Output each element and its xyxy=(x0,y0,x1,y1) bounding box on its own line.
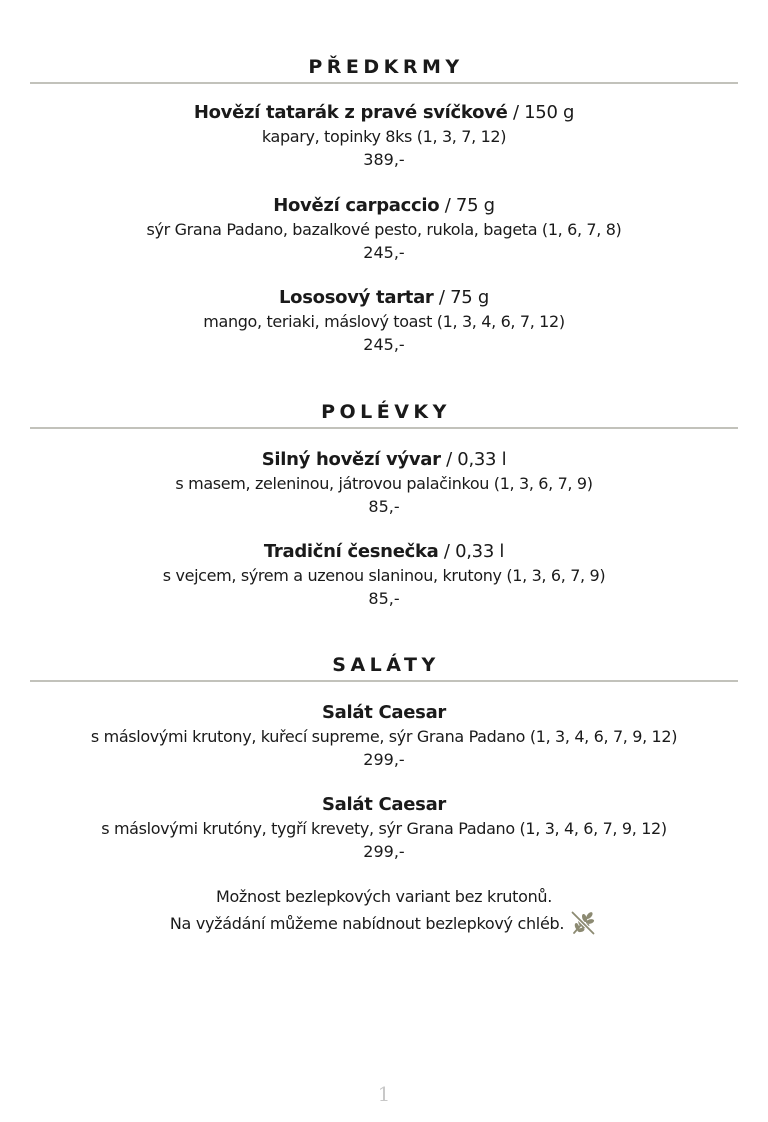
dish-description: s máslovými krutóny, tygří krevety, sýr Grana Padano (1, 3, 4, 6, 7, 9, 12) xyxy=(101,819,667,838)
dish-name: Salát Caesar xyxy=(322,794,446,815)
dish-portion: / 150 g xyxy=(507,102,575,123)
section-polevky xyxy=(30,399,738,610)
dish-name: Tradiční česnečka xyxy=(263,541,439,562)
dish-price: 245,- xyxy=(363,243,405,262)
menu-item xyxy=(30,448,738,518)
dish-price: 389,- xyxy=(363,150,405,169)
dish-price: 85,- xyxy=(368,589,400,608)
dish-price: 299,- xyxy=(363,750,405,769)
menu-item xyxy=(30,701,738,771)
gluten-free-note xyxy=(30,885,738,938)
dish-description: s máslovými krutony, kuřecí supreme, sýr Grana Padano (1, 3, 4, 6, 7, 9, 12) xyxy=(90,727,678,746)
section-title: PŘEDKRMY xyxy=(308,56,464,78)
menu-item xyxy=(30,540,738,610)
dish-name: Salát Caesar xyxy=(322,702,446,723)
note-line-2: Na vyžádání můžeme nabídnout bezlepkový chléb. xyxy=(169,914,565,933)
gluten-free-wheat-icon-svg xyxy=(568,908,598,938)
dish-name: Hovězí carpaccio xyxy=(273,195,440,216)
dish-price: 299,- xyxy=(363,842,405,861)
dish-description: kapary, topinky 8ks (1, 3, 7, 12) xyxy=(261,127,507,146)
gluten-free-wheat-icon xyxy=(568,908,598,938)
note-line-1: Možnost bezlepkových variant bez krutonů. xyxy=(215,887,553,906)
section-salaty xyxy=(30,652,738,863)
dish-description: s masem, zeleninou, játrovou palačinkou (1, 3, 6, 7, 9) xyxy=(175,474,593,493)
menu-item xyxy=(30,286,738,356)
dish-portion: / 0,33 l xyxy=(438,541,505,562)
page-number: 1 xyxy=(377,1082,391,1106)
section-divider xyxy=(30,427,738,429)
menu-item xyxy=(30,793,738,863)
dish-description: mango, teriaki, máslový toast (1, 3, 4, 6, 7, 12) xyxy=(203,312,565,331)
dish-portion: / 0,33 l xyxy=(440,449,507,470)
dish-price: 245,- xyxy=(363,335,405,354)
dish-description: sýr Grana Padano, bazalkové pesto, rukola, bageta (1, 6, 7, 8) xyxy=(146,220,622,239)
section-divider xyxy=(30,82,738,84)
dish-portion: / 75 g xyxy=(439,195,495,216)
dish-name: Lososový tartar xyxy=(279,287,434,308)
section-title: POLÉVKY xyxy=(321,401,451,423)
menu-item xyxy=(30,194,738,264)
menu-item xyxy=(30,101,738,171)
section-title: SALÁTY xyxy=(332,654,440,676)
section-divider xyxy=(30,680,738,682)
dish-portion: / 75 g xyxy=(433,287,489,308)
dish-description: s vejcem, sýrem a uzenou slaninou, krutony (1, 3, 6, 7, 9) xyxy=(162,566,606,585)
dish-name: Hovězí tatarák z pravé svíčkové xyxy=(193,102,508,123)
section-predkrmy xyxy=(30,54,738,356)
dish-name: Silný hovězí vývar xyxy=(261,449,441,470)
dish-price: 85,- xyxy=(368,497,400,516)
